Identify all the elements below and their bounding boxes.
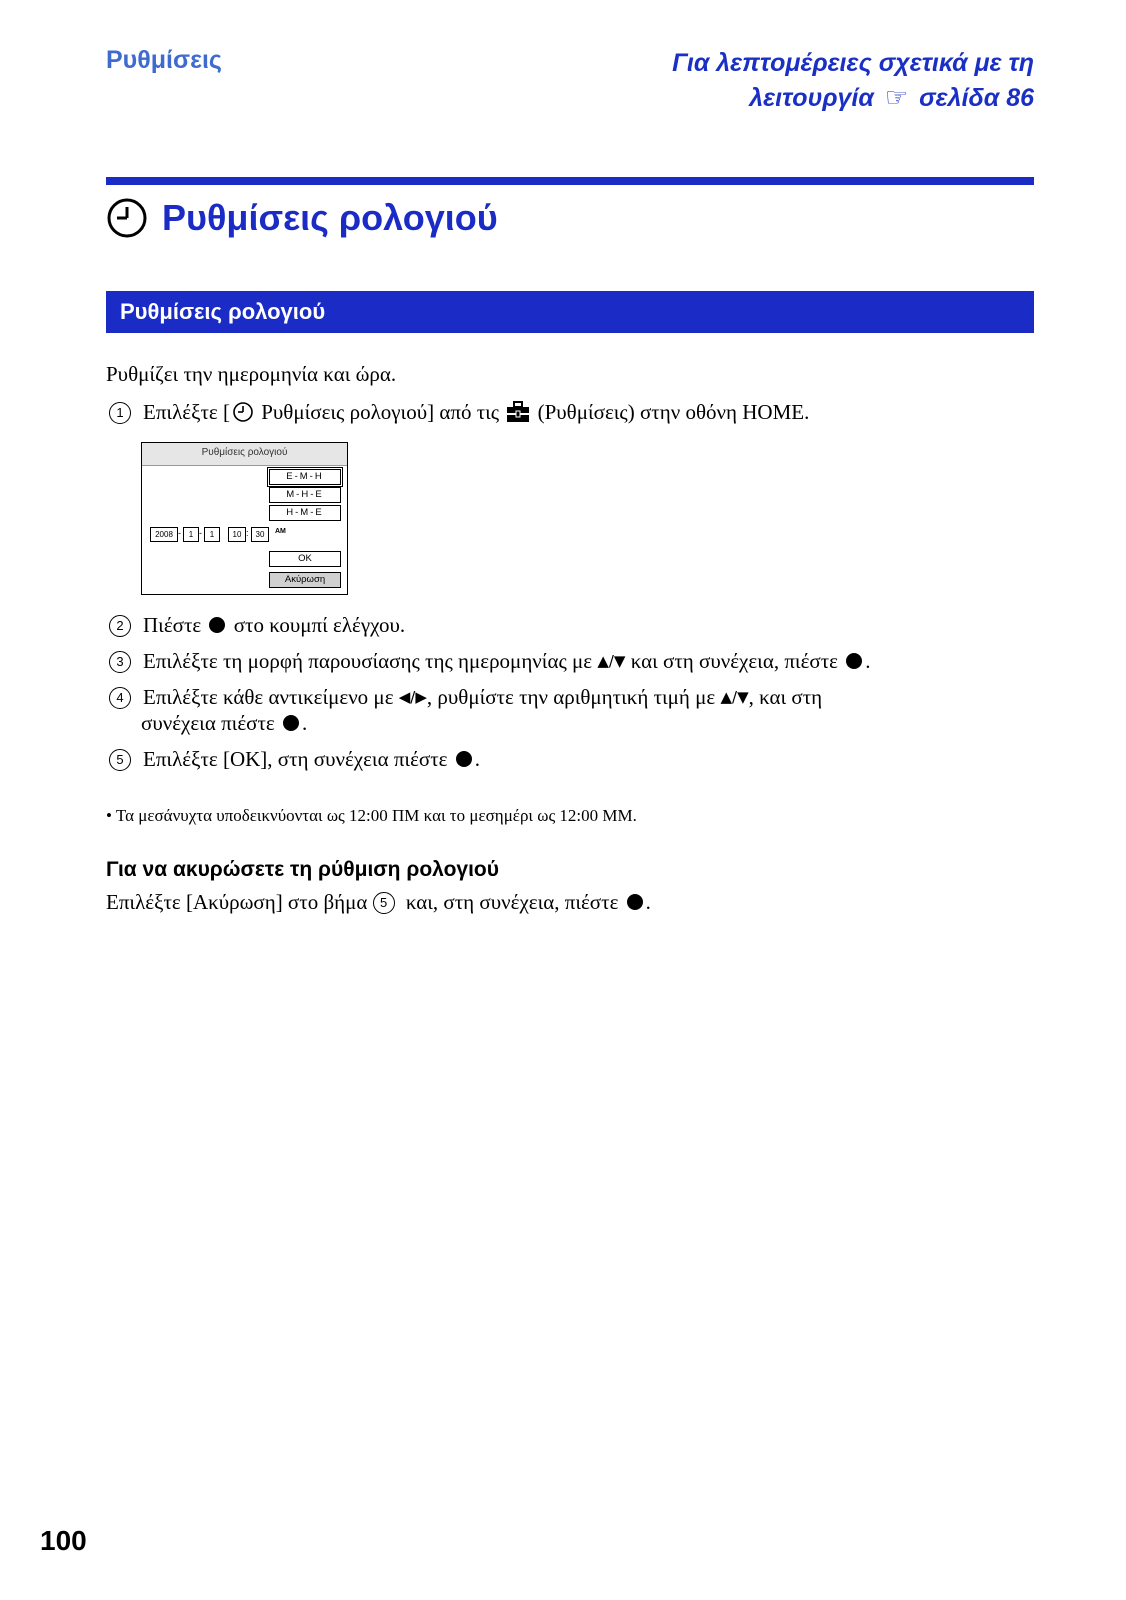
up-down-arrows-icon: ▲/▼ bbox=[720, 688, 749, 706]
header-details-line2 bbox=[672, 80, 1034, 115]
header-details-prefix: λειτουργία bbox=[749, 84, 874, 112]
hour-field[interactable]: 10 bbox=[228, 527, 246, 542]
time-separator: : bbox=[246, 528, 249, 538]
section-header-bar bbox=[106, 291, 1034, 333]
step-text: και στη συνέχεια, πιέστε bbox=[625, 649, 844, 673]
header-section-label: Ρυθμίσεις bbox=[106, 46, 222, 74]
step-number: 5 bbox=[373, 892, 395, 914]
screen-title-bar bbox=[142, 443, 347, 466]
step-1 bbox=[109, 398, 809, 426]
step-4-continuation bbox=[141, 709, 307, 737]
step-text: , ρυθμίστε την αριθμητική τιμή με bbox=[426, 685, 721, 709]
step-text: (Ρυθμίσεις) στην οθόνη HOME. bbox=[532, 400, 810, 424]
center-button-icon bbox=[627, 894, 643, 910]
cancel-heading: Για να ακυρώσετε τη ρύθμιση ρολογιού bbox=[106, 858, 499, 881]
step-text: Ρυθμίσεις ρολογιού] από τις bbox=[255, 400, 505, 424]
cancel-instructions bbox=[106, 888, 651, 916]
step-text: , και στη bbox=[748, 685, 823, 709]
screen-title: Ρυθμίσεις ρολογιού bbox=[201, 447, 288, 458]
minute-field[interactable]: 30 bbox=[251, 527, 269, 542]
screen-ok-button[interactable]: OK bbox=[269, 551, 341, 567]
date-format-option[interactable]: M-H-E bbox=[269, 487, 341, 503]
page-title-text: Ρυθμίσεις ρολογιού bbox=[162, 197, 498, 238]
center-button-icon bbox=[283, 715, 299, 731]
page-number: 100 bbox=[40, 1525, 87, 1556]
up-down-arrows-icon: ▲/▼ bbox=[597, 652, 626, 670]
step-2 bbox=[109, 611, 405, 639]
cancel-text: και, στη συνέχεια, πιέστε bbox=[400, 890, 624, 914]
step-text: . bbox=[865, 649, 871, 673]
step-5 bbox=[109, 745, 480, 773]
date-separator: - bbox=[199, 528, 202, 538]
screen-cancel-button[interactable]: Ακύρωση bbox=[269, 572, 341, 588]
month-field[interactable]: 1 bbox=[183, 527, 199, 542]
step-number: 3 bbox=[109, 651, 131, 673]
step-number: 5 bbox=[109, 749, 131, 771]
day-field[interactable]: 1 bbox=[204, 527, 220, 542]
clock-settings-screen bbox=[141, 442, 348, 595]
step-text: . bbox=[301, 711, 308, 735]
step-text: . bbox=[474, 747, 480, 771]
center-button-icon bbox=[846, 653, 862, 669]
center-button-icon bbox=[456, 751, 472, 767]
toolbox-settings-icon bbox=[506, 401, 530, 423]
step-text: συνέχεια πιέστε bbox=[141, 711, 280, 735]
cancel-text: Επιλέξτε [Ακύρωση] στο βήμα bbox=[106, 890, 373, 914]
step-number: 4 bbox=[109, 687, 131, 709]
clock-icon bbox=[232, 401, 254, 423]
step-text: Επιλέξτε κάθε αντικείμενο με bbox=[143, 685, 399, 709]
clock-icon bbox=[106, 197, 148, 239]
step-text: Επιλέξτε [ bbox=[143, 400, 230, 424]
step-text: Επιλέξτε τη μορφή παρουσίασης της ημερομηνίας με bbox=[143, 649, 598, 673]
date-format-option[interactable]: H-M-E bbox=[269, 505, 341, 521]
date-separator: - bbox=[178, 528, 181, 538]
left-right-arrows-icon: ◀/▶ bbox=[398, 688, 427, 706]
step-text: στο κουμπί ελέγχου. bbox=[228, 613, 406, 637]
header-details-line1: Για λεπτομέρειες σχετικά με τη bbox=[672, 49, 1034, 77]
step-4 bbox=[109, 683, 822, 711]
section-header-label: Ρυθμίσεις ρολογιού bbox=[120, 299, 326, 324]
cancel-text: . bbox=[645, 890, 651, 914]
year-field[interactable]: 2008 bbox=[150, 527, 178, 542]
pointing-hand-icon: ☞ bbox=[884, 82, 909, 112]
top-rule bbox=[106, 177, 1034, 185]
note-text: • Τα μεσάνυχτα υποδεικνύονται ως 12:00 ΠΜ και το μεσημέρι ως 12:00 ΜΜ. bbox=[106, 806, 637, 825]
header-details-page: σελίδα 86 bbox=[919, 84, 1034, 112]
intro-text: Ρυθμίζει την ημερομηνία και ώρα. bbox=[106, 362, 397, 386]
step-text: Πιέστε bbox=[143, 613, 207, 637]
center-button-icon bbox=[209, 617, 225, 633]
step-3 bbox=[109, 647, 870, 675]
ampm-indicator: AM bbox=[275, 528, 286, 535]
date-format-option[interactable]: E-M-H bbox=[269, 469, 341, 485]
step-number: 1 bbox=[109, 402, 131, 424]
step-text: Επιλέξτε [OK], στη συνέχεια πιέστε bbox=[143, 747, 453, 771]
page-title bbox=[106, 193, 498, 243]
step-number: 2 bbox=[109, 615, 131, 637]
header-details-reference bbox=[672, 46, 1034, 115]
